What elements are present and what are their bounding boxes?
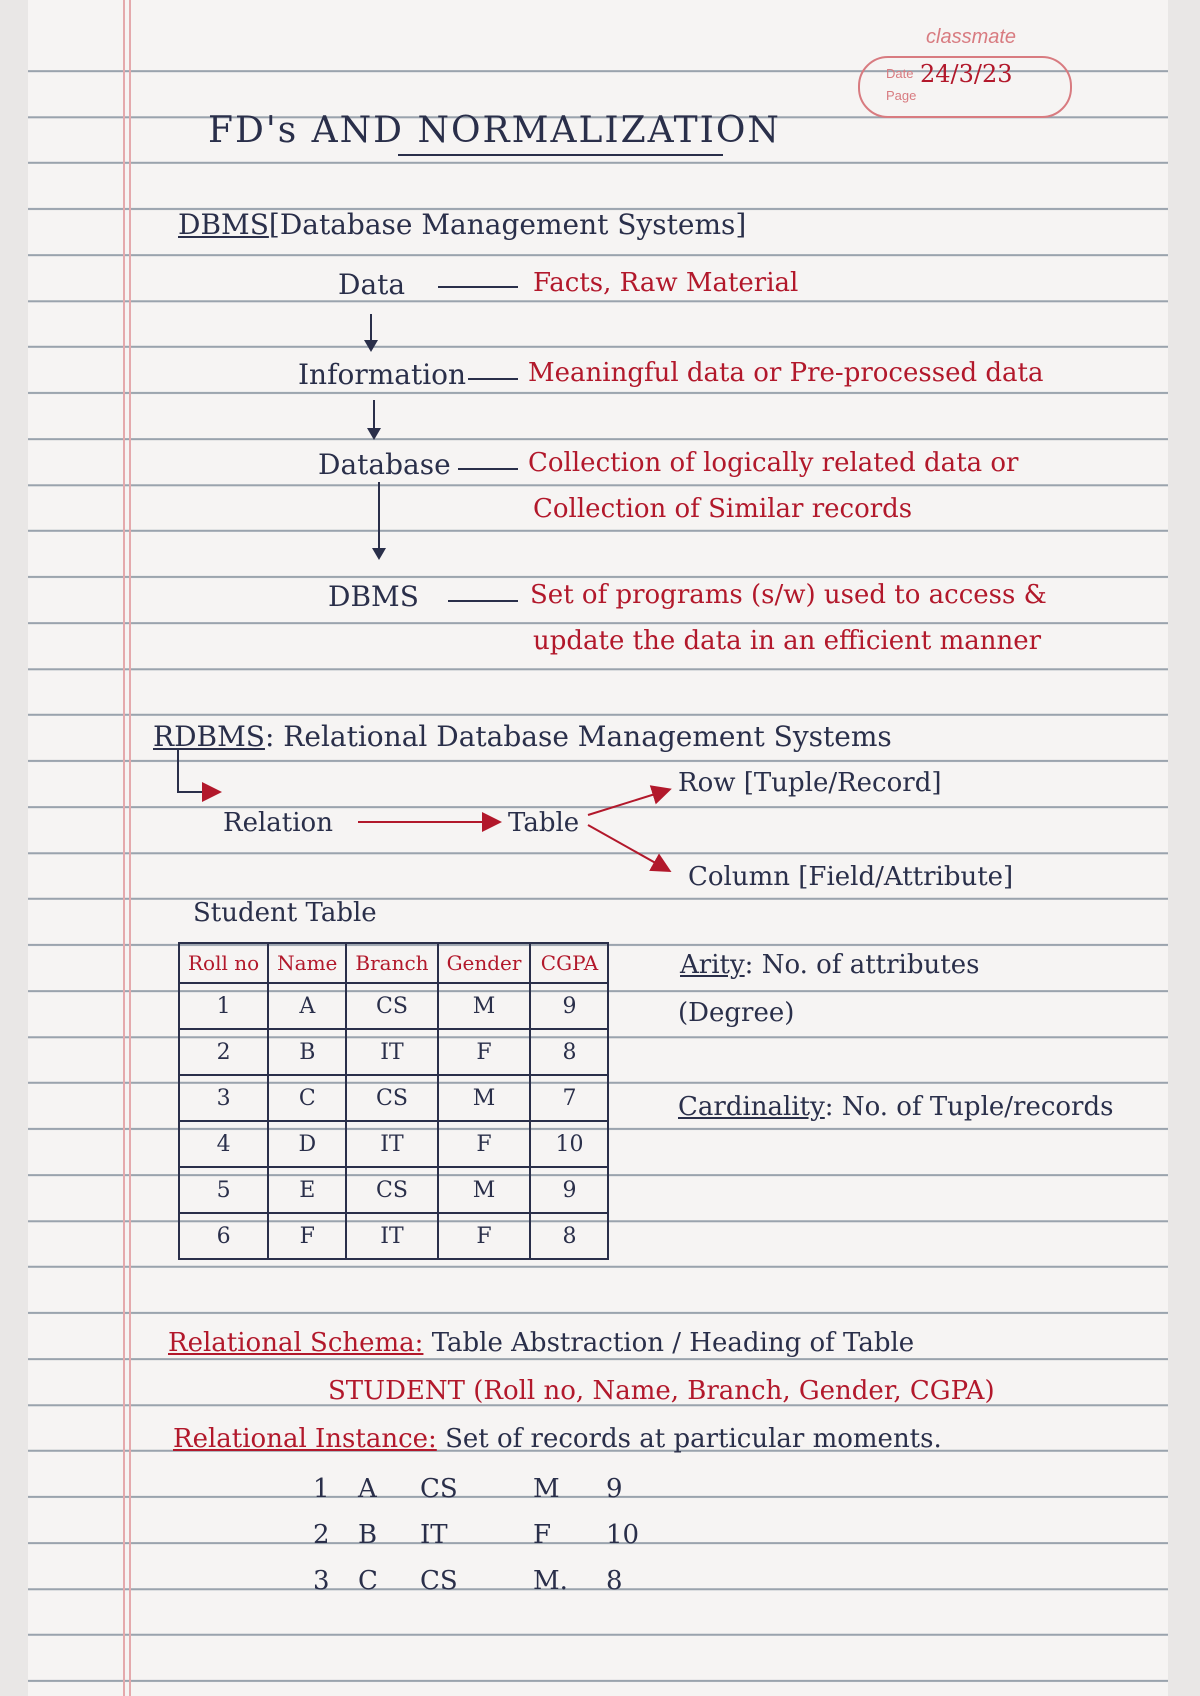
table-row bbox=[179, 1213, 608, 1259]
chain-def-dbms-line2: update the data in an efficient manner bbox=[533, 626, 1042, 656]
cardinality-definition: : No. of Tuple/records bbox=[824, 1092, 1114, 1122]
table-cell: CS bbox=[346, 983, 437, 1029]
instance-cell: B bbox=[358, 1520, 378, 1550]
column-header: Branch bbox=[346, 943, 437, 983]
table-cell: M bbox=[438, 1167, 531, 1213]
table-cell: 8 bbox=[530, 1213, 608, 1259]
relational-instance-definition: Set of records at particular moments. bbox=[445, 1424, 942, 1454]
table-cell: M bbox=[438, 1075, 531, 1121]
instance-cell: M. bbox=[533, 1566, 568, 1596]
notebook-brand: classmate bbox=[926, 26, 1017, 48]
column-label: Column [Field/Attribute] bbox=[688, 862, 1014, 892]
rdbms-heading-term: RDBMS bbox=[153, 720, 265, 753]
table-cell: 9 bbox=[530, 983, 608, 1029]
column-header: CGPA bbox=[530, 943, 608, 983]
table-header-row bbox=[179, 943, 608, 983]
table-cell: IT bbox=[346, 1029, 437, 1075]
dbms-heading-term: DBMS bbox=[178, 208, 269, 241]
chain-def-dbms: Set of programs (s/w) used to access & bbox=[530, 580, 1047, 610]
table-cell: CS bbox=[346, 1075, 437, 1121]
column-header: Roll no bbox=[179, 943, 268, 983]
table-cell: F bbox=[438, 1121, 531, 1167]
table-cell: C bbox=[268, 1075, 346, 1121]
relational-schema-term: Relational Schema: bbox=[168, 1328, 424, 1358]
chain-term-database: Database bbox=[318, 448, 451, 481]
table-cell: F bbox=[268, 1213, 346, 1259]
table-row bbox=[179, 1167, 608, 1213]
page-title: FD's AND NORMALIZATION bbox=[208, 110, 781, 151]
table-cell: F bbox=[438, 1029, 531, 1075]
date-label: Date bbox=[886, 66, 914, 81]
table-row bbox=[179, 1029, 608, 1075]
relational-schema-line bbox=[168, 1328, 914, 1358]
relational-instance-term: Relational Instance: bbox=[173, 1424, 437, 1454]
table-to-column-arrow bbox=[588, 825, 668, 870]
student-table bbox=[178, 942, 609, 1260]
table-cell: 4 bbox=[179, 1121, 268, 1167]
cardinality-term: Cardinality bbox=[678, 1092, 825, 1122]
table-row bbox=[179, 1075, 608, 1121]
table-cell: 7 bbox=[530, 1075, 608, 1121]
table-cell: 10 bbox=[530, 1121, 608, 1167]
arity-alias: (Degree) bbox=[678, 998, 795, 1028]
relational-schema-example: STUDENT (Roll no, Name, Branch, Gender, CGPA) bbox=[328, 1376, 995, 1406]
instance-cell: 9 bbox=[606, 1474, 623, 1504]
chain-def-information: Meaningful data or Pre-processed data bbox=[528, 358, 1044, 388]
table-cell: D bbox=[268, 1121, 346, 1167]
chain-def-data: Facts, Raw Material bbox=[533, 268, 799, 298]
instance-cell: C bbox=[358, 1566, 378, 1596]
table-row bbox=[179, 1121, 608, 1167]
student-table-caption: Student Table bbox=[193, 898, 377, 928]
arity-line bbox=[680, 950, 979, 980]
chain-term-data: Data bbox=[338, 268, 406, 301]
table-cell: CS bbox=[346, 1167, 437, 1213]
table-cell: IT bbox=[346, 1121, 437, 1167]
arity-term: Arity bbox=[680, 950, 745, 980]
column-header: Name bbox=[268, 943, 346, 983]
table-cell: M bbox=[438, 983, 531, 1029]
table-cell: 3 bbox=[179, 1075, 268, 1121]
relational-schema-definition: Table Abstraction / Heading of Table bbox=[431, 1328, 915, 1358]
table-row bbox=[179, 983, 608, 1029]
table-cell: E bbox=[268, 1167, 346, 1213]
table-to-row-arrow bbox=[588, 790, 668, 815]
dbms-heading-expansion: [Database Management Systems] bbox=[268, 208, 747, 241]
table-cell: 1 bbox=[179, 983, 268, 1029]
column-header: Gender bbox=[438, 943, 531, 983]
arity-definition: : No. of attributes bbox=[744, 950, 980, 980]
table-label: Table bbox=[508, 808, 580, 838]
instance-cell: A bbox=[358, 1474, 377, 1504]
instance-cell: IT bbox=[420, 1520, 448, 1550]
chain-term-information: Information bbox=[298, 358, 467, 391]
rdbms-expansion: : Relational Database Management Systems bbox=[264, 720, 892, 753]
instance-cell: 10 bbox=[606, 1520, 640, 1550]
instance-cell: 8 bbox=[606, 1566, 623, 1596]
table-cell: 2 bbox=[179, 1029, 268, 1075]
notebook-page bbox=[28, 0, 1168, 1696]
instance-cell: M bbox=[533, 1474, 560, 1504]
cardinality-line bbox=[678, 1092, 1113, 1122]
instance-cell: 1 bbox=[313, 1474, 330, 1504]
row-label: Row [Tuple/Record] bbox=[678, 768, 942, 798]
relation-label: Relation bbox=[223, 808, 333, 838]
table-cell: 8 bbox=[530, 1029, 608, 1075]
table-cell: 6 bbox=[179, 1213, 268, 1259]
table-cell: B bbox=[268, 1029, 346, 1075]
instance-cell: CS bbox=[420, 1474, 458, 1504]
chain-def-database: Collection of logically related data or bbox=[528, 448, 1019, 478]
relational-instance-line bbox=[173, 1424, 942, 1454]
table-cell: 5 bbox=[179, 1167, 268, 1213]
instance-cell: 2 bbox=[313, 1520, 330, 1550]
instance-cell: F bbox=[533, 1520, 552, 1550]
table-cell: 9 bbox=[530, 1167, 608, 1213]
instance-cell: CS bbox=[420, 1566, 458, 1596]
page-label: Page bbox=[886, 88, 917, 103]
relation-arrow bbox=[178, 748, 218, 792]
table-cell: F bbox=[438, 1213, 531, 1259]
table-cell: IT bbox=[346, 1213, 437, 1259]
date-value: 24/3/23 bbox=[920, 60, 1013, 88]
chain-term-dbms: DBMS bbox=[328, 580, 419, 613]
table-cell: A bbox=[268, 983, 346, 1029]
instance-cell: 3 bbox=[313, 1566, 330, 1596]
chain-def-database-line2: Collection of Similar records bbox=[533, 494, 913, 524]
